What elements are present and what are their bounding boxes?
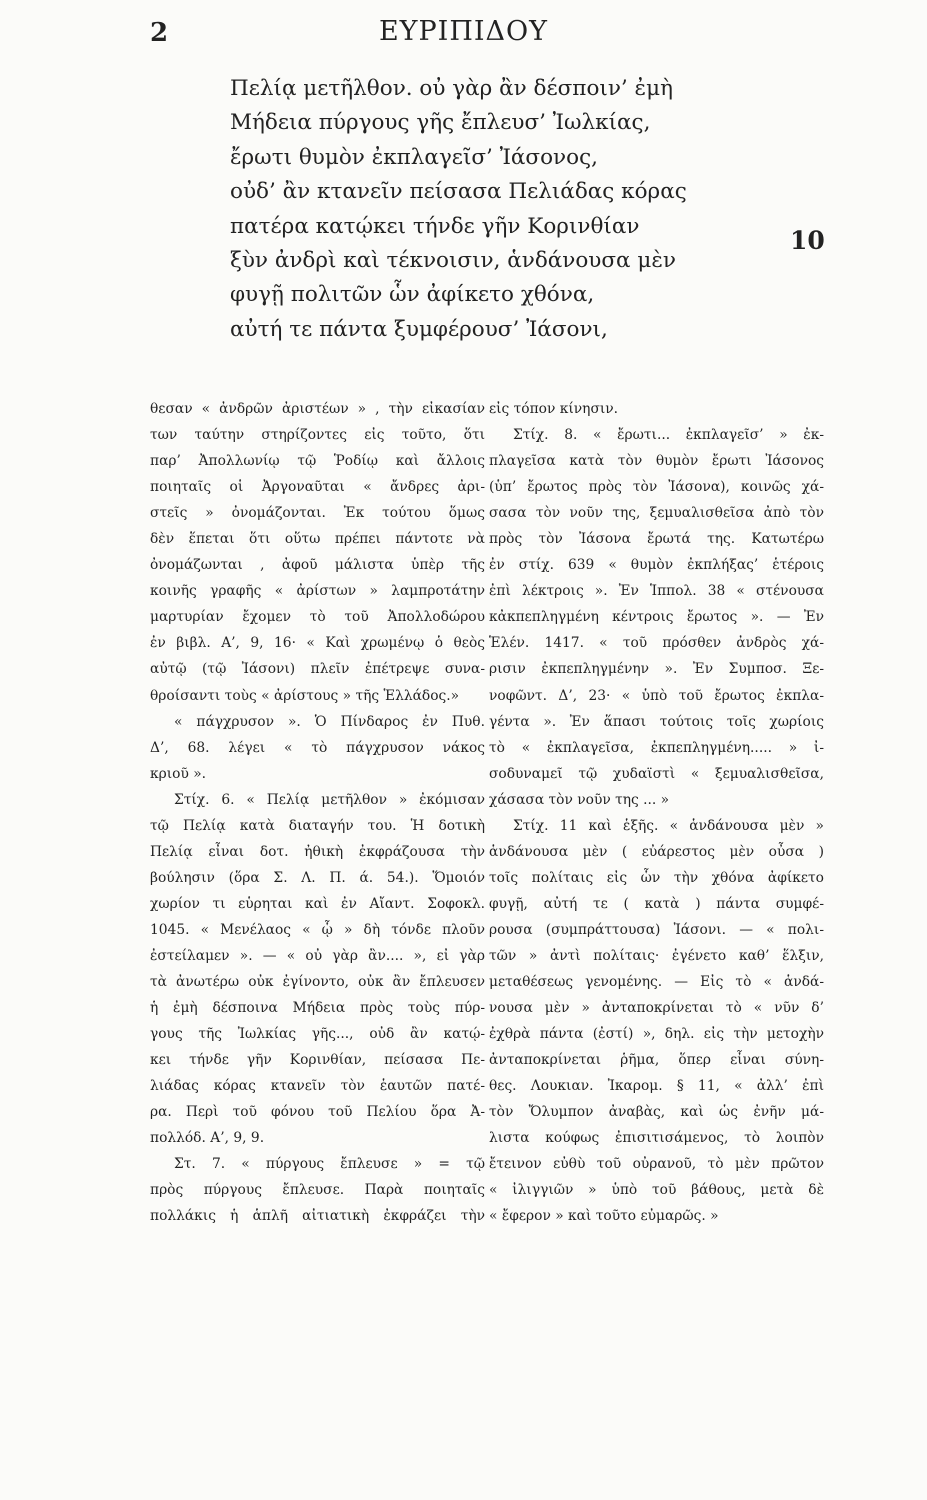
commentary-line: κριοῦ ». [150,765,207,782]
commentary-line: Στίχ. 8. « ἔρωτι... ἐκπλαγεῖσ’ » ἐκ- [513,427,824,444]
commentary-line: ρα. Περὶ τοῦ φόνου τοῦ Πελίου ὅρα Ἀ- [150,1104,485,1121]
commentary-line: θροίσαντι τοὺς « ἀρίστους » τῆς Ἑλλάδος.» [150,687,460,704]
commentary-line: λιστα κούφως ἐπισιτισάμενος, τὸ λοιπὸν [489,1130,824,1147]
commentary-line: (ὑπ’ ἔρωτος πρὸς τὸν Ἰάσονα), κοινῶς χά- [489,479,824,496]
commentary-line: « πάγχρυσον ». Ὁ Πίνδαρος ἐν Πυθ. [174,713,485,730]
commentary-line: σοδυναμεῖ τῷ χυδαϊστὶ « ξεμυαλισθεῖσα, [489,765,824,782]
verse-block [230,72,750,347]
commentary-line: γους τῆς Ἰωλκίας γῆς..., οὐδ ἂν κατῴ- [150,1026,485,1043]
verse-line: Πελίᾳ μετῆλθον. οὐ γὰρ ἂν δέσποιν’ ἐμὴ [230,76,673,101]
commentary-line: ρισιν ἐκπεπληγμένην ». Ἐν Συμποσ. Ξε- [489,661,824,678]
commentary-line: ἀνταποκρίνεται ῥῆμα, ὅπερ εἶναι σύνη- [489,1052,824,1069]
verse-line: ξὺν ἀνδρὶ καὶ τέκνοισιν, ἁνδάνουσα μὲν [230,248,676,274]
verse-line: Μήδεια πύργους γῆς ἔπλευσ’ Ἰωλκίας, [230,110,651,136]
commentary-left-column [150,396,485,1230]
commentary-line: ἁνδάνουσα μὲν ( εὐάρεστος μὲν οὖσα ) [489,843,824,860]
commentary-line: πολλάκις ἡ ἁπλῆ αἰτιατικὴ ἐκφράζει τὴν [150,1208,485,1225]
commentary-line: « ἰλιγγιῶν » ὑπὸ τοῦ βάθους, μετὰ δὲ [489,1182,824,1199]
verse-line: οὐδ’ ἂν κτανεῖν πείσασα Πελιάδας κόρας [230,179,687,205]
commentary-line: σασα τὸν νοῦν της, ξεμυαλισθεῖσα ἀπὸ τὸν [489,505,824,522]
commentary-line: ἐχθρὰ πάντα (ἐστί) », δηλ. εἰς τὴν μετοχὴν [489,1026,824,1043]
verse-line: ἔρωτι θυμὸν ἐκπλαγεῖσ’ Ἰάσονος, [230,144,598,170]
commentary-line: γέντα ». Ἐν ἅπασι τούτοις τοῖς χωρίοις [489,713,824,730]
commentary-line: μεταθέσεως γενομένης. — Εἰς τὸ « ἁνδά- [489,974,824,991]
commentary-line: εἰς τόπον κίνησιν. [489,401,619,417]
commentary-line: ἔτεινον εὐθὺ τοῦ οὐρανοῦ, τὸ μὲν πρῶτον [489,1156,824,1173]
commentary-line: νουσα μὲν » ἀνταποκρίνεται τὸ « νῦν δ’ [489,1000,824,1017]
commentary-line: φυγῇ, αὐτή τε ( κατὰ ) πάντα συμφέ- [489,895,824,912]
commentary-line: μαρτυρίαν ἔχομεν τὸ τοῦ Ἀπολλοδώρου [150,609,485,626]
commentary-line: λιάδας κόρας κτανεῖν τὸν ἑαυτῶν πατέ- [150,1078,485,1095]
verse-line: πατέρα κατῴκει τήνδε γῆν Κορινθίαν [230,213,640,239]
commentary-line: τῷ Πελίᾳ κατὰ διαταγήν του. Ἡ δοτικὴ [150,817,485,834]
verse-line: φυγῇ πολιτῶν ὧν ἀφίκετο χθόνα, [230,282,595,308]
commentary-line: κοινῆς γραφῆς « ἀρίστων » λαμπροτάτην [150,583,485,600]
commentary-line: τῶν » ἀντὶ πολίταις· ἐγένετο καθ’ ἕλξιν, [489,947,824,964]
commentary-line: 1045. « Μενέλαος « ᾧ » δὴ τόνδε πλοῦν [150,921,485,938]
running-title: ΕΥΡΙΠΙΔΟΥ [378,16,549,47]
commentary-line: θεσαν « ἀνδρῶν ἀριστέων » , τὴν εἰκασίαν [150,401,485,417]
commentary-line: ἐστείλαμεν ». — « οὐ γὰρ ἂν.... », εἰ γὰρ [150,947,485,964]
commentary-line: Στίχ. 11 καὶ ἑξῆς. « ἁνδάνουσα μὲν » [513,817,824,834]
commentary-line: δὲν ἕπεται ὅτι οὕτω πρέπει πάντοτε νὰ [150,531,485,548]
commentary-line: χάσασα τὸν νοῦν της ... » [489,791,670,808]
commentary-line: των ταύτην στηρίζοντες εἰς τοῦτο, ὅτι [150,427,485,444]
commentary-line: τὰ ἀνωτέρω οὐκ ἐγίνοντο, οὐκ ἂν ἔπλευσεν [150,974,485,991]
commentary-line: πρὸς τὸν Ἰάσονα ἔρωτά της. Κατωτέρω [489,531,824,548]
commentary-line: νοφῶντ. Δ’, 23· « ὑπὸ τοῦ ἔρωτος ἐκπλα- [489,687,824,704]
commentary-line: τοῖς πολίταις εἰς ὧν τὴν χθόνα ἀφίκετο [489,869,824,886]
commentary-line: τὸν Ὄλυμπον ἀναβὰς, καὶ ὡς ἐνῆν μά- [489,1104,824,1121]
commentary-line: Πελίᾳ εἶναι δοτ. ἠθικὴ ἐκφράζουσα τὴν [150,843,485,860]
commentary-line: κἀκπεπληγμένη κέντροις ἔρωτος ». — Ἐν [489,609,824,626]
commentary-line: Ἑλέν. 1417. « τοῦ πρόσθεν ἀνδρὸς χά- [489,635,824,652]
commentary-line: ἐπὶ λέκτροις ». Ἐν Ἱππολ. 38 « στένουσα [489,583,824,600]
page-number: 2 [150,18,169,48]
commentary-line: ἐν βιβλ. Α’, 9, 16· « Καὶ χρωμένῳ ὁ θεὸς [150,635,485,652]
commentary-line: κει τήνδε γῆν Κορινθίαν, πείσασα Πε- [150,1052,485,1069]
commentary-line: χωρίον τι εὑρηται καὶ ἐν Αἴαντ. Σοφοκλ. [150,895,485,912]
commentary-right-column [489,396,824,1230]
commentary-line: ποιηταῖς οἱ Ἀργοναῦται « ἄνδρες ἀρι- [150,479,485,496]
commentary-line: « ἔφερον » καὶ τοῦτο εὐμαρῶς. » [489,1208,719,1225]
commentary-line: στεῖς » ὀνομάζονται. Ἐκ τούτου ὅμως [150,505,485,522]
commentary-line: Στ. 7. « πύργους ἔπλευσε » = τῷ [174,1156,485,1173]
commentary-line: τὸ « ἐκπλαγεῖσα, ἐκπεπληγμένη..... » ἰ- [489,739,824,756]
commentary-line: παρ’ Ἀπολλωνίῳ τῷ Ῥοδίῳ καὶ ἄλλοις [150,453,485,470]
commentary-line: πολλόδ. Α’, 9, 9. [150,1130,265,1147]
commentary-line: πρὸς πύργους ἔπλευσε. Παρὰ ποιηταῖς [150,1182,485,1199]
commentary-line: ἡ ἐμὴ δέσποινα Μήδεια πρὸς τοὺς πύρ- [150,1000,485,1017]
commentary-line: Δ’, 68. λέγει « τὸ πάγχρυσον νάκος [150,739,485,756]
commentary-line: ὀνομάζωνται , ἀφοῦ μάλιστα ὑπὲρ τῆς [150,557,485,574]
commentary-line: πλαγεῖσα κατὰ τὸν θυμὸν ἔρωτι Ἰάσονος [489,453,824,470]
verse-line-number: 10 [790,226,825,255]
commentary-line: αὐτῷ (τῷ Ἰάσονι) πλεῖν ἐπέτρεψε συνα- [150,661,485,678]
commentary-line: θες. Λουκιαν. Ἰκαρομ. § 11, « ἀλλ’ ἐπὶ [489,1078,824,1095]
commentary-line: ἐν στίχ. 639 « θυμὸν ἐκπλήξας’ ἑτέροις [489,557,824,574]
commentary-line: βούλησιν (ὅρα Σ. Λ. Π. ά. 54.). Ὅμοιόν [150,869,485,886]
commentary-line: Στίχ. 6. « Πελίᾳ μετῆλθον » ἐκόμισαν [174,791,485,808]
commentary-line: ρουσα (συμπράττουσα) Ἰάσονι. — « πολι- [489,921,824,938]
verse-line: αὐτή τε πάντα ξυμφέρουσ’ Ἰάσονι, [230,316,608,342]
